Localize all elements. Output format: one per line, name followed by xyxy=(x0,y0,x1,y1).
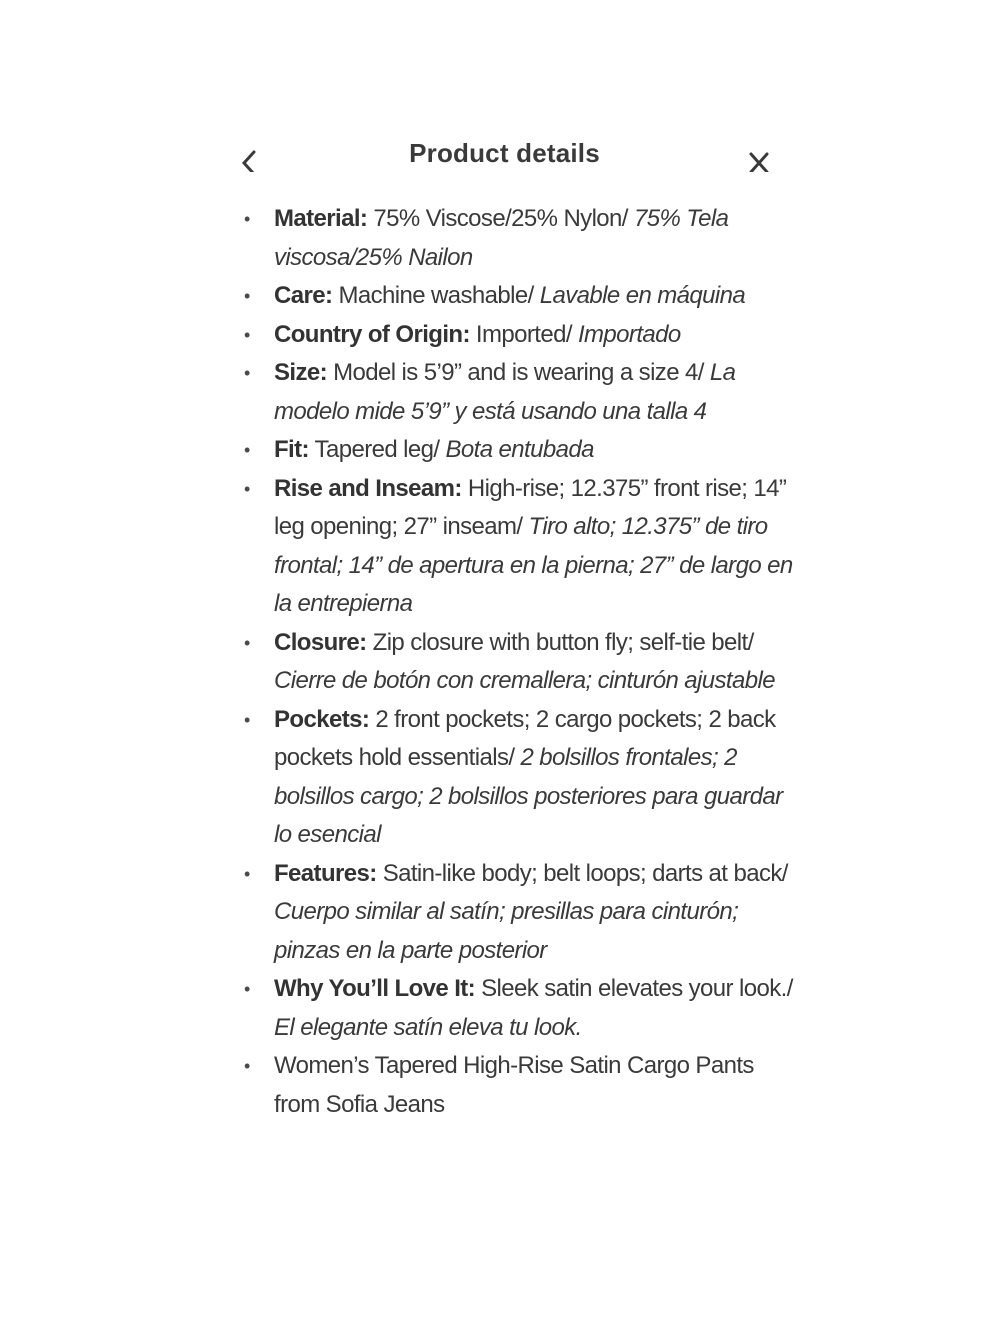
page-title: Product details xyxy=(409,138,600,168)
detail-text-spanish: Lavable en máquina xyxy=(533,282,746,309)
bullet-icon: • xyxy=(244,709,250,730)
detail-label: Closure: xyxy=(274,628,367,656)
detail-item-rise-inseam xyxy=(240,470,800,624)
details-header xyxy=(232,118,777,172)
detail-text: Zip closure with button fly; self-tie belt/ xyxy=(366,628,754,656)
detail-text-spanish: Cierre de botón con cremallera; cinturón ajustable xyxy=(274,667,775,694)
detail-label: Material: xyxy=(274,205,368,232)
close-icon[interactable] xyxy=(747,148,771,172)
bullet-icon: • xyxy=(244,863,250,884)
product-details-list xyxy=(240,200,800,1124)
detail-text-spanish: Tiro alto; 12.375” de tiro frontal; 14” de apertura en la pierna; 27” de largo en la entrepierna xyxy=(274,513,793,617)
bullet-icon: • xyxy=(244,324,250,345)
detail-item-care xyxy=(240,277,800,316)
header-clip xyxy=(232,118,777,172)
bullet-icon: • xyxy=(244,979,250,999)
detail-item-features xyxy=(240,855,800,971)
bullet-icon: • xyxy=(244,286,250,306)
detail-text: High-rise; 12.375” front rise; 14” leg opening; 27” inseam/ xyxy=(274,474,787,540)
detail-text: Satin-like body; belt loops; darts at back/ xyxy=(376,859,788,887)
detail-text-spanish: Bota entubada xyxy=(439,436,594,463)
detail-item-size xyxy=(240,354,800,431)
chevron-left-icon[interactable] xyxy=(238,148,260,172)
detail-item-origin xyxy=(240,316,800,355)
bullet-icon: • xyxy=(244,478,250,499)
detail-label: Rise and Inseam: xyxy=(274,474,462,502)
detail-text: Machine washable/ xyxy=(332,282,534,309)
bullet-icon: • xyxy=(244,1056,250,1076)
detail-text: Women’s Tapered High-Rise Satin Cargo Pants from Sofia Jeans xyxy=(274,1052,754,1118)
detail-text: Imported/ xyxy=(469,320,572,348)
bullet-icon: • xyxy=(244,440,250,460)
detail-label: Country of Origin: xyxy=(274,320,470,348)
detail-text-spanish: El elegante satín eleva tu look. xyxy=(274,1013,582,1041)
detail-item-closure xyxy=(240,624,800,701)
detail-text: 2 front pockets; 2 cargo pockets; 2 back pockets hold essentials/ xyxy=(274,705,776,771)
detail-text-spanish: La modelo mide 5’9” y está usando una talla 4 xyxy=(274,359,736,425)
detail-label: Why You’ll Love It: xyxy=(274,975,476,1002)
detail-item-why-love xyxy=(240,970,800,1047)
detail-item-pockets xyxy=(240,701,800,855)
detail-item-fit xyxy=(240,431,800,470)
detail-text: 75% Viscose/25% Nylon/ xyxy=(367,205,628,232)
detail-text-spanish: Cuerpo similar al satín; presillas para cinturón; pinzas en la parte posterior xyxy=(274,898,739,964)
detail-label: Care: xyxy=(274,282,333,309)
detail-label: Features: xyxy=(274,859,377,887)
bullet-icon: • xyxy=(244,363,250,383)
detail-label: Size: xyxy=(274,359,328,386)
detail-item-material xyxy=(240,200,800,277)
detail-text-spanish: 2 bolsillos frontales; 2 bolsillos cargo; 2 bolsillos posteriores para guardar lo esencial xyxy=(274,744,783,848)
detail-label: Pockets: xyxy=(274,705,370,733)
detail-text: Tapered leg/ xyxy=(308,436,440,463)
detail-text: Sleek satin elevates your look./ xyxy=(475,975,793,1002)
detail-text-spanish: 75% Tela viscosa/25% Nailon xyxy=(274,205,729,271)
bullet-icon: • xyxy=(244,632,250,653)
detail-item-product-name xyxy=(240,1047,800,1124)
bullet-icon: • xyxy=(244,209,250,229)
detail-text-spanish: Importado xyxy=(571,320,681,348)
detail-text: Model is 5’9” and is wearing a size 4/ xyxy=(327,359,704,386)
detail-label: Fit: xyxy=(274,436,309,463)
